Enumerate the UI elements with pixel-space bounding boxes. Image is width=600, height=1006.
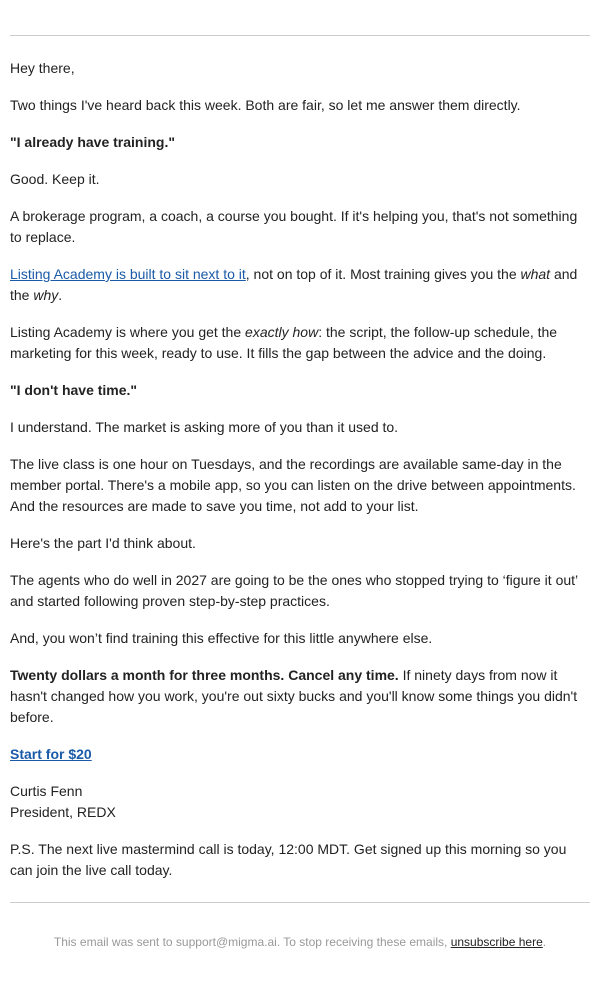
- signature-title: President, REDX: [10, 804, 116, 820]
- offer-paragraph: [10, 665, 590, 728]
- footer: [10, 934, 590, 950]
- emphasis-why: why: [33, 287, 59, 303]
- paragraph-sit-next-to-it: [10, 264, 590, 306]
- text-segment: : the script, the follow-up schedule, the marketing for this week, ready to use. It fills the gap between the advice and the doing.: [10, 324, 558, 361]
- footer-end: .: [542, 935, 547, 949]
- text-segment: and the: [10, 266, 578, 303]
- footer-text: This email was sent to support@migma.ai. To stop receiving these emails,: [53, 935, 451, 949]
- objection-heading-time-text: "I don't have time.": [10, 382, 138, 398]
- paragraph-understand: I understand. The market is asking more of you than it used to.: [10, 419, 399, 435]
- intro-paragraph: Two things I've heard back this week. Both are fair, so let me answer them directly.: [10, 97, 521, 113]
- paragraph-live-class: The live class is one hour on Tuesdays, and the recordings are available same-day in the member portal. There's a mobile app, so you can listen on the drive between appointments. And the resources are made to save you time, not add to your list.: [10, 456, 576, 514]
- objection-heading-training-text: "I already have training.": [10, 134, 175, 150]
- objection-heading-training: [10, 132, 590, 153]
- paragraph-effective-training: And, you won’t find training this effective for this little anywhere else.: [10, 630, 433, 646]
- paragraph-agents-2027: The agents who do well in 2027 are going to be the ones who stopped trying to ‘figure it out’ and started following proven step-by-step practices.: [10, 572, 578, 609]
- listing-academy-link[interactable]: Listing Academy is built to sit next to it: [10, 266, 246, 282]
- email-content: [10, 36, 590, 881]
- unsubscribe-link[interactable]: unsubscribe here: [450, 935, 543, 949]
- offer-bold-text: Twenty dollars a month for three months. Cancel any time.: [10, 667, 399, 683]
- emphasis-what: what: [520, 266, 551, 282]
- email-body: [10, 35, 590, 950]
- start-for-20-link[interactable]: Start for $20: [10, 746, 92, 762]
- paragraph-keep-it: Good. Keep it.: [10, 171, 100, 187]
- signature: [10, 781, 590, 823]
- paragraph-brokerage-program: A brokerage program, a coach, a course you bought. If it's helping you, that's not something to replace.: [10, 208, 578, 245]
- cta-paragraph: [10, 744, 590, 765]
- text-segment: , not on top of it. Most training gives you the: [245, 266, 521, 282]
- paragraph-exactly-how: [10, 322, 590, 364]
- paragraph-think-about: Here's the part I'd think about.: [10, 535, 196, 551]
- objection-heading-time: [10, 380, 590, 401]
- offer-rest-text: If ninety days from now it hasn't changed how you work, you're out sixty bucks and you'll know some things you didn't before.: [10, 667, 578, 725]
- bottom-divider: [10, 902, 590, 903]
- signature-name: Curtis Fenn: [10, 783, 83, 799]
- emphasis-exactly-how: exactly how: [245, 324, 319, 340]
- text-segment: .: [58, 287, 63, 303]
- greeting: Hey there,: [10, 60, 75, 76]
- ps-paragraph: P.S. The next live mastermind call is today, 12:00 MDT. Get signed up this morning so you can join the live call today.: [10, 841, 567, 878]
- text-segment: Listing Academy is where you get the: [10, 324, 246, 340]
